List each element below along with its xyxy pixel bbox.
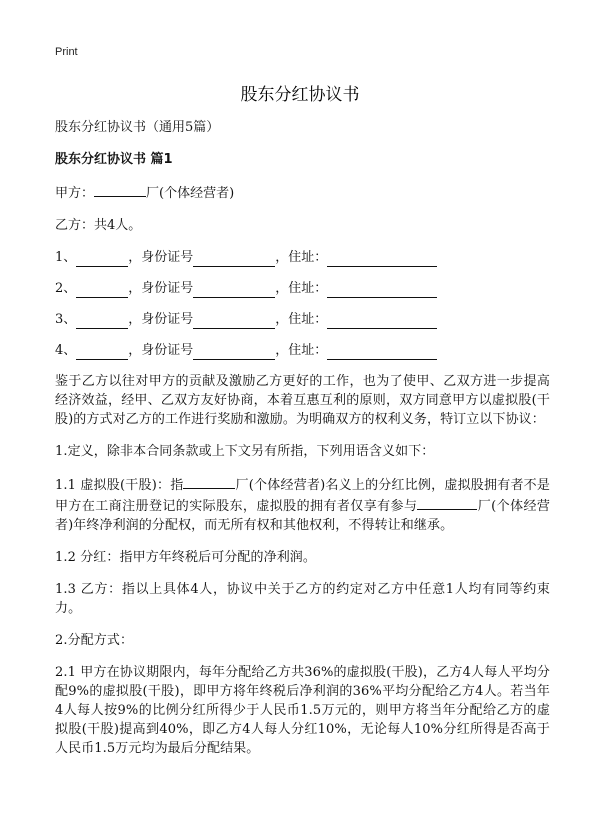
print-link[interactable]: Print (55, 46, 78, 58)
id-label: ，身份证号 (128, 281, 194, 296)
document-body (55, 118, 550, 771)
section-heading: 股东分红协议书 篇1 (55, 152, 173, 167)
clause-1-1 (55, 474, 550, 535)
party-row (55, 248, 550, 267)
id-label: ，身份证号 (128, 312, 194, 327)
id-blank (193, 283, 275, 298)
party-a-suffix: 厂(个体经营者) (146, 186, 235, 201)
address-blank (327, 252, 437, 267)
clause-1-1-part-a: 1.1 虚拟股(干股)：指 (55, 478, 184, 493)
name-blank (76, 252, 128, 267)
clause-1-1-part-c: 厂(个体经营者)年终净利润的分配权，而无所有权和其他权利，不得转让和继承。 (55, 499, 551, 533)
party-row-number: 3、 (55, 312, 77, 327)
clause-2: 2.分配方式： (55, 633, 134, 648)
address-label: ，住址： (275, 281, 328, 296)
clause-1: 1.定义，除非本合同条款或上下文另有所指，下列用语含义如下： (55, 444, 435, 459)
name-blank (76, 345, 128, 360)
clause-1-3: 1.3 乙方：指以上具体4人，协议中关于乙方的约定对乙方中任意1人均有同等约束力。 (55, 582, 550, 616)
id-label: ，身份证号 (128, 250, 194, 265)
document-subtitle: 股东分红协议书（通用5篇） (55, 120, 220, 135)
party-row-number: 2、 (55, 281, 77, 296)
address-blank (327, 283, 437, 298)
document-title: 股东分红协议书 (240, 85, 360, 105)
intro-paragraph: 鉴于乙方以往对甲方的贡献及激励乙方更好的工作，也为了使甲、乙双方进一步提高经济效益，经甲、乙双方友好协商，本着互惠互利的原则，双方同意甲方以虚拟股(干股)的方式对乙方的工作进行奖励和激励。为明确双方的权利义务，特订立以下协议： (55, 374, 550, 427)
address-blank (327, 314, 437, 329)
party-row-number: 4、 (55, 343, 77, 358)
party-row (55, 279, 550, 298)
party-row (55, 341, 550, 360)
party-a-line (55, 182, 550, 203)
address-label: ，住址： (275, 343, 328, 358)
clause-2-1: 2.1 甲方在协议期限内，每年分配给乙方共36%的虚拟股(干股)，乙方4人每人平均分配9%的虚拟股(干股)，即甲方将年终税后净利润的36%平均分配给乙方4人。若当年4人每人按9%的比例分红所得少于人民币1.5万元的，则甲方将当年分配给乙方的虚拟股(干股)提高到40%，即乙方4人每人分红10%，无论每人10%分红所得是否高于人民币1.5万元均为最后分配结果。 (55, 665, 550, 756)
factory-name-blank (183, 474, 235, 489)
name-blank (76, 283, 128, 298)
id-blank (193, 252, 275, 267)
party-row (55, 310, 550, 329)
name-blank (76, 314, 128, 329)
clause-1-2: 1.2 分红：指甲方年终税后可分配的净利润。 (55, 550, 317, 565)
clause-1-1-part-b: 厂(个体经营者)名义上的分红比例，虚拟股拥有者不是甲方在工商注册登记的实际股东，虚拟股的拥有者仅享有参与 (55, 478, 550, 514)
id-label: ，身份证号 (128, 343, 194, 358)
party-b-line: 乙方：共4人。 (55, 218, 142, 233)
id-blank (193, 345, 275, 360)
party-a-label: 甲方： (55, 186, 95, 201)
id-blank (193, 314, 275, 329)
address-blank (327, 345, 437, 360)
factory-name-blank (417, 495, 477, 510)
address-label: ，住址： (275, 250, 328, 265)
party-a-blank (94, 182, 146, 197)
address-label: ，住址： (275, 312, 328, 327)
party-row-number: 1、 (55, 250, 77, 265)
